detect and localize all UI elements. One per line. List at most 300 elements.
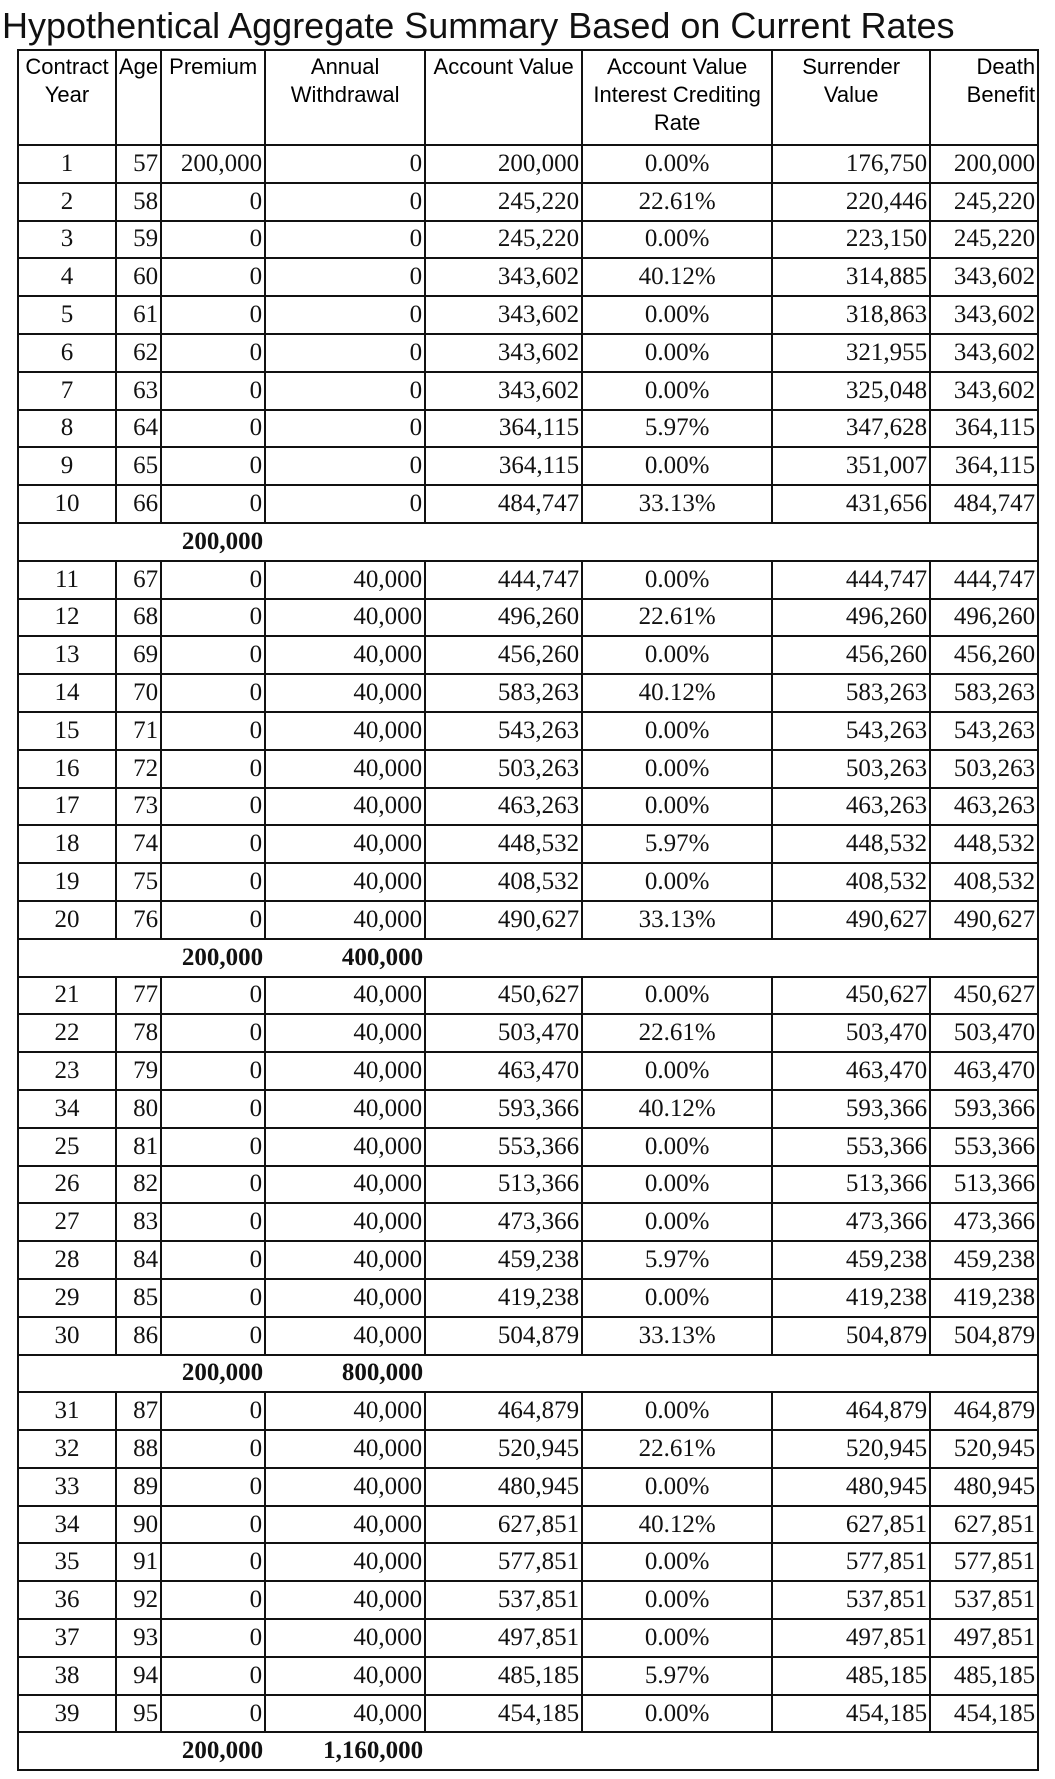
- cell-surrender-value: 176,750: [772, 145, 930, 183]
- cell-crediting-rate: 0.00%: [582, 1543, 772, 1581]
- cell-crediting-rate: 22.61%: [582, 1430, 772, 1468]
- header-interest-crediting-rate: Account Value Interest Crediting Rate: [582, 50, 772, 145]
- subtotal-premium: 200,000: [161, 1732, 265, 1770]
- cell-crediting-rate: 40.12%: [582, 1506, 772, 1544]
- table-row: [18, 1090, 1038, 1128]
- table-row: [18, 1506, 1038, 1544]
- cell-account-value: 343,602: [425, 334, 582, 372]
- cell-premium: 0: [161, 750, 265, 788]
- cell-death-benefit: 448,532: [930, 825, 1038, 863]
- cell-death-benefit: 537,851: [930, 1581, 1038, 1619]
- cell-account-value: 245,220: [425, 183, 582, 221]
- cell-surrender-value: 577,851: [772, 1543, 930, 1581]
- cell-surrender-value: 593,366: [772, 1090, 930, 1128]
- cell-premium: 0: [161, 410, 265, 448]
- cell-crediting-rate: 0.00%: [582, 712, 772, 750]
- cell-account-value: 364,115: [425, 447, 582, 485]
- table-row: [18, 1052, 1038, 1090]
- cell-annual-withdrawal: 0: [265, 221, 425, 259]
- cell-death-benefit: 463,470: [930, 1052, 1038, 1090]
- cell-age: 88: [116, 1430, 161, 1468]
- cell-annual-withdrawal: 40,000: [265, 1166, 425, 1204]
- cell-crediting-rate: 0.00%: [582, 750, 772, 788]
- cell-annual-withdrawal: 40,000: [265, 1392, 425, 1430]
- cell-contract-year: 37: [18, 1619, 116, 1657]
- cell-annual-withdrawal: 0: [265, 334, 425, 372]
- cell-contract-year: 18: [18, 825, 116, 863]
- cell-age: 95: [116, 1695, 161, 1733]
- cell-contract-year: 6: [18, 334, 116, 372]
- cell-annual-withdrawal: 40,000: [265, 1468, 425, 1506]
- cell-age: 66: [116, 485, 161, 523]
- cell-premium: 0: [161, 447, 265, 485]
- cell-age: 63: [116, 372, 161, 410]
- cell-premium: 0: [161, 1279, 265, 1317]
- table-row: [18, 977, 1038, 1015]
- cell-account-value: 343,602: [425, 296, 582, 334]
- cell-contract-year: 31: [18, 1392, 116, 1430]
- cell-crediting-rate: 0.00%: [582, 636, 772, 674]
- cell-crediting-rate: 0.00%: [582, 1468, 772, 1506]
- cell-age: 81: [116, 1128, 161, 1166]
- cell-age: 70: [116, 674, 161, 712]
- cell-account-value: 364,115: [425, 410, 582, 448]
- cell-surrender-value: 485,185: [772, 1657, 930, 1695]
- header-contract-year: Contract Year: [18, 50, 116, 145]
- subtotal-premium: 200,000: [161, 1355, 265, 1393]
- cell-contract-year: 5: [18, 296, 116, 334]
- cell-surrender-value: 318,863: [772, 296, 930, 334]
- table-row: [18, 561, 1038, 599]
- cell-death-benefit: 456,260: [930, 636, 1038, 674]
- cell-death-benefit: 485,185: [930, 1657, 1038, 1695]
- cell-contract-year: 10: [18, 485, 116, 523]
- table-row: [18, 1203, 1038, 1241]
- table-row: [18, 1695, 1038, 1733]
- cell-premium: 0: [161, 1052, 265, 1090]
- cell-premium: 0: [161, 1619, 265, 1657]
- cell-crediting-rate: 22.61%: [582, 599, 772, 637]
- cell-premium: 0: [161, 825, 265, 863]
- cell-age: 93: [116, 1619, 161, 1657]
- cell-crediting-rate: 33.13%: [582, 1317, 772, 1355]
- cell-surrender-value: 408,532: [772, 863, 930, 901]
- cell-death-benefit: 463,263: [930, 788, 1038, 826]
- cell-death-benefit: 200,000: [930, 145, 1038, 183]
- cell-premium: 0: [161, 485, 265, 523]
- cell-premium: 0: [161, 1128, 265, 1166]
- subtotal-empty-cell: [116, 1355, 161, 1393]
- subtotal-empty-cell: [582, 939, 772, 977]
- cell-annual-withdrawal: 0: [265, 258, 425, 296]
- cell-premium: 0: [161, 788, 265, 826]
- subtotal-empty-cell: [18, 523, 116, 561]
- table-row: [18, 901, 1038, 939]
- cell-age: 60: [116, 258, 161, 296]
- subtotal-empty-cell: [930, 939, 1038, 977]
- table-row: [18, 788, 1038, 826]
- cell-surrender-value: 314,885: [772, 258, 930, 296]
- cell-surrender-value: 464,879: [772, 1392, 930, 1430]
- cell-surrender-value: 431,656: [772, 485, 930, 523]
- table-row: [18, 863, 1038, 901]
- cell-death-benefit: 364,115: [930, 447, 1038, 485]
- cell-account-value: 577,851: [425, 1543, 582, 1581]
- cell-account-value: 503,263: [425, 750, 582, 788]
- cell-age: 65: [116, 447, 161, 485]
- cell-account-value: 463,263: [425, 788, 582, 826]
- header-premium: Premium: [161, 50, 265, 145]
- cell-death-benefit: 553,366: [930, 1128, 1038, 1166]
- cell-premium: 0: [161, 674, 265, 712]
- table-row: [18, 485, 1038, 523]
- cell-crediting-rate: 0.00%: [582, 1052, 772, 1090]
- summary-table: [17, 49, 1039, 1771]
- cell-crediting-rate: 0.00%: [582, 1392, 772, 1430]
- cell-contract-year: 33: [18, 1468, 116, 1506]
- table-body: [18, 145, 1038, 1770]
- cell-contract-year: 17: [18, 788, 116, 826]
- cell-annual-withdrawal: 40,000: [265, 1430, 425, 1468]
- cell-account-value: 484,747: [425, 485, 582, 523]
- cell-crediting-rate: 0.00%: [582, 788, 772, 826]
- cell-death-benefit: 364,115: [930, 410, 1038, 448]
- cell-contract-year: 1: [18, 145, 116, 183]
- cell-premium: 0: [161, 296, 265, 334]
- cell-account-value: 450,627: [425, 977, 582, 1015]
- cell-contract-year: 22: [18, 1014, 116, 1052]
- table-row: [18, 447, 1038, 485]
- cell-premium: 0: [161, 1543, 265, 1581]
- cell-crediting-rate: 0.00%: [582, 145, 772, 183]
- cell-death-benefit: 496,260: [930, 599, 1038, 637]
- cell-premium: 0: [161, 1203, 265, 1241]
- cell-contract-year: 38: [18, 1657, 116, 1695]
- cell-premium: 0: [161, 636, 265, 674]
- cell-age: 71: [116, 712, 161, 750]
- cell-annual-withdrawal: 40,000: [265, 788, 425, 826]
- cell-premium: 0: [161, 712, 265, 750]
- table-row: [18, 1619, 1038, 1657]
- table-row: [18, 372, 1038, 410]
- cell-annual-withdrawal: 40,000: [265, 1203, 425, 1241]
- cell-surrender-value: 419,238: [772, 1279, 930, 1317]
- cell-account-value: 464,879: [425, 1392, 582, 1430]
- cell-age: 61: [116, 296, 161, 334]
- cell-age: 84: [116, 1241, 161, 1279]
- cell-surrender-value: 583,263: [772, 674, 930, 712]
- cell-crediting-rate: 0.00%: [582, 561, 772, 599]
- subtotal-empty-cell: [425, 523, 582, 561]
- cell-annual-withdrawal: 40,000: [265, 1581, 425, 1619]
- cell-account-value: 583,263: [425, 674, 582, 712]
- subtotal-empty-cell: [425, 939, 582, 977]
- cell-age: 78: [116, 1014, 161, 1052]
- cell-age: 73: [116, 788, 161, 826]
- cell-contract-year: 15: [18, 712, 116, 750]
- cell-premium: 0: [161, 258, 265, 296]
- table-row: [18, 599, 1038, 637]
- subtotal-empty-cell: [116, 1732, 161, 1770]
- header-age: Age: [116, 50, 161, 145]
- cell-age: 69: [116, 636, 161, 674]
- cell-account-value: 456,260: [425, 636, 582, 674]
- cell-surrender-value: 463,263: [772, 788, 930, 826]
- subtotal-empty-cell: [116, 939, 161, 977]
- cell-crediting-rate: 5.97%: [582, 1657, 772, 1695]
- cell-death-benefit: 504,879: [930, 1317, 1038, 1355]
- cell-surrender-value: 444,747: [772, 561, 930, 599]
- cell-contract-year: 21: [18, 977, 116, 1015]
- cell-account-value: 485,185: [425, 1657, 582, 1695]
- cell-annual-withdrawal: 40,000: [265, 977, 425, 1015]
- cell-surrender-value: 627,851: [772, 1506, 930, 1544]
- cell-crediting-rate: 0.00%: [582, 1203, 772, 1241]
- cell-age: 76: [116, 901, 161, 939]
- cell-crediting-rate: 22.61%: [582, 183, 772, 221]
- subtotal-empty-cell: [582, 1732, 772, 1770]
- cell-crediting-rate: 0.00%: [582, 1581, 772, 1619]
- cell-surrender-value: 220,446: [772, 183, 930, 221]
- header-surrender-value: Surrender Value: [772, 50, 930, 145]
- cell-age: 74: [116, 825, 161, 863]
- cell-account-value: 408,532: [425, 863, 582, 901]
- cell-contract-year: 12: [18, 599, 116, 637]
- subtotal-empty-cell: [772, 523, 930, 561]
- cell-annual-withdrawal: 0: [265, 447, 425, 485]
- table-row: [18, 1128, 1038, 1166]
- cell-premium: 0: [161, 1695, 265, 1733]
- header-account-value: Account Value: [425, 50, 582, 145]
- cell-crediting-rate: 0.00%: [582, 447, 772, 485]
- cell-crediting-rate: 33.13%: [582, 901, 772, 939]
- cell-age: 82: [116, 1166, 161, 1204]
- table-row: [18, 1279, 1038, 1317]
- cell-account-value: 503,470: [425, 1014, 582, 1052]
- cell-premium: 0: [161, 334, 265, 372]
- cell-annual-withdrawal: 0: [265, 372, 425, 410]
- cell-crediting-rate: 0.00%: [582, 863, 772, 901]
- cell-premium: 0: [161, 863, 265, 901]
- table-row: [18, 712, 1038, 750]
- cell-account-value: 543,263: [425, 712, 582, 750]
- cell-contract-year: 13: [18, 636, 116, 674]
- cell-death-benefit: 593,366: [930, 1090, 1038, 1128]
- cell-contract-year: 2: [18, 183, 116, 221]
- subtotal-empty-cell: [425, 1355, 582, 1393]
- cell-contract-year: 3: [18, 221, 116, 259]
- cell-account-value: 513,366: [425, 1166, 582, 1204]
- cell-crediting-rate: 5.97%: [582, 825, 772, 863]
- cell-contract-year: 4: [18, 258, 116, 296]
- cell-account-value: 419,238: [425, 1279, 582, 1317]
- cell-crediting-rate: 0.00%: [582, 1128, 772, 1166]
- cell-age: 57: [116, 145, 161, 183]
- table-row: [18, 825, 1038, 863]
- cell-crediting-rate: 0.00%: [582, 1619, 772, 1657]
- cell-death-benefit: 513,366: [930, 1166, 1038, 1204]
- cell-contract-year: 35: [18, 1543, 116, 1581]
- cell-contract-year: 26: [18, 1166, 116, 1204]
- cell-age: 86: [116, 1317, 161, 1355]
- cell-annual-withdrawal: 40,000: [265, 750, 425, 788]
- cell-annual-withdrawal: 40,000: [265, 636, 425, 674]
- cell-crediting-rate: 5.97%: [582, 410, 772, 448]
- cell-account-value: 627,851: [425, 1506, 582, 1544]
- cell-surrender-value: 553,366: [772, 1128, 930, 1166]
- cell-age: 85: [116, 1279, 161, 1317]
- cell-surrender-value: 513,366: [772, 1166, 930, 1204]
- subtotal-withdrawal: [265, 523, 425, 561]
- table-row: [18, 1468, 1038, 1506]
- subtotal-premium: 200,000: [161, 939, 265, 977]
- cell-account-value: 593,366: [425, 1090, 582, 1128]
- cell-death-benefit: 464,879: [930, 1392, 1038, 1430]
- cell-account-value: 520,945: [425, 1430, 582, 1468]
- subtotal-empty-cell: [18, 939, 116, 977]
- table-row: [18, 410, 1038, 448]
- table-row: [18, 750, 1038, 788]
- cell-surrender-value: 490,627: [772, 901, 930, 939]
- cell-account-value: 448,532: [425, 825, 582, 863]
- cell-death-benefit: 520,945: [930, 1430, 1038, 1468]
- cell-premium: 0: [161, 1468, 265, 1506]
- cell-account-value: 343,602: [425, 258, 582, 296]
- cell-annual-withdrawal: 40,000: [265, 1619, 425, 1657]
- cell-death-benefit: 503,470: [930, 1014, 1038, 1052]
- cell-contract-year: 23: [18, 1052, 116, 1090]
- cell-account-value: 480,945: [425, 1468, 582, 1506]
- cell-age: 92: [116, 1581, 161, 1619]
- cell-annual-withdrawal: 40,000: [265, 1241, 425, 1279]
- cell-account-value: 459,238: [425, 1241, 582, 1279]
- cell-death-benefit: 343,602: [930, 334, 1038, 372]
- cell-crediting-rate: 0.00%: [582, 1695, 772, 1733]
- cell-contract-year: 11: [18, 561, 116, 599]
- header-death-benefit: Death Benefit: [930, 50, 1038, 145]
- cell-annual-withdrawal: 0: [265, 485, 425, 523]
- table-row: [18, 221, 1038, 259]
- subtotal-empty-cell: [930, 1355, 1038, 1393]
- cell-account-value: 245,220: [425, 221, 582, 259]
- cell-surrender-value: 223,150: [772, 221, 930, 259]
- cell-surrender-value: 459,238: [772, 1241, 930, 1279]
- cell-crediting-rate: 0.00%: [582, 1279, 772, 1317]
- cell-surrender-value: 503,470: [772, 1014, 930, 1052]
- table-row: [18, 1430, 1038, 1468]
- cell-annual-withdrawal: 0: [265, 183, 425, 221]
- cell-annual-withdrawal: 40,000: [265, 1657, 425, 1695]
- cell-surrender-value: 321,955: [772, 334, 930, 372]
- cell-account-value: 504,879: [425, 1317, 582, 1355]
- subtotal-withdrawal: 1,160,000: [265, 1732, 425, 1770]
- cell-premium: 0: [161, 1166, 265, 1204]
- cell-surrender-value: 463,470: [772, 1052, 930, 1090]
- cell-crediting-rate: 40.12%: [582, 258, 772, 296]
- cell-age: 64: [116, 410, 161, 448]
- cell-premium: 0: [161, 561, 265, 599]
- cell-account-value: 496,260: [425, 599, 582, 637]
- cell-annual-withdrawal: 40,000: [265, 1506, 425, 1544]
- cell-death-benefit: 480,945: [930, 1468, 1038, 1506]
- header-row: [18, 50, 1038, 145]
- cell-surrender-value: 456,260: [772, 636, 930, 674]
- cell-contract-year: 30: [18, 1317, 116, 1355]
- subtotal-empty-cell: [116, 523, 161, 561]
- cell-premium: 0: [161, 1430, 265, 1468]
- cell-account-value: 454,185: [425, 1695, 582, 1733]
- cell-premium: 0: [161, 599, 265, 637]
- cell-account-value: 343,602: [425, 372, 582, 410]
- cell-age: 75: [116, 863, 161, 901]
- cell-crediting-rate: 5.97%: [582, 1241, 772, 1279]
- cell-surrender-value: 473,366: [772, 1203, 930, 1241]
- cell-annual-withdrawal: 0: [265, 410, 425, 448]
- cell-contract-year: 7: [18, 372, 116, 410]
- table-row: [18, 296, 1038, 334]
- cell-contract-year: 14: [18, 674, 116, 712]
- cell-surrender-value: 480,945: [772, 1468, 930, 1506]
- cell-death-benefit: 419,238: [930, 1279, 1038, 1317]
- cell-annual-withdrawal: 40,000: [265, 1014, 425, 1052]
- cell-surrender-value: 496,260: [772, 599, 930, 637]
- cell-death-benefit: 543,263: [930, 712, 1038, 750]
- cell-crediting-rate: 40.12%: [582, 674, 772, 712]
- cell-death-benefit: 459,238: [930, 1241, 1038, 1279]
- cell-age: 67: [116, 561, 161, 599]
- cell-surrender-value: 543,263: [772, 712, 930, 750]
- subtotal-withdrawal: 400,000: [265, 939, 425, 977]
- cell-contract-year: 20: [18, 901, 116, 939]
- cell-surrender-value: 450,627: [772, 977, 930, 1015]
- cell-annual-withdrawal: 40,000: [265, 1317, 425, 1355]
- cell-crediting-rate: 0.00%: [582, 296, 772, 334]
- cell-premium: 0: [161, 183, 265, 221]
- subtotal-empty-cell: [425, 1732, 582, 1770]
- cell-annual-withdrawal: 40,000: [265, 863, 425, 901]
- cell-premium: 0: [161, 1506, 265, 1544]
- subtotal-empty-cell: [772, 1355, 930, 1393]
- cell-age: 80: [116, 1090, 161, 1128]
- cell-surrender-value: 325,048: [772, 372, 930, 410]
- cell-surrender-value: 497,851: [772, 1619, 930, 1657]
- cell-surrender-value: 503,263: [772, 750, 930, 788]
- cell-age: 58: [116, 183, 161, 221]
- table-row: [18, 258, 1038, 296]
- table-row: [18, 1014, 1038, 1052]
- cell-account-value: 553,366: [425, 1128, 582, 1166]
- cell-death-benefit: 343,602: [930, 258, 1038, 296]
- cell-age: 94: [116, 1657, 161, 1695]
- cell-account-value: 444,747: [425, 561, 582, 599]
- cell-premium: 0: [161, 372, 265, 410]
- cell-premium: 0: [161, 1090, 265, 1128]
- cell-death-benefit: 583,263: [930, 674, 1038, 712]
- table-row: [18, 1166, 1038, 1204]
- subtotal-empty-cell: [772, 1732, 930, 1770]
- subtotal-empty-cell: [930, 523, 1038, 561]
- table-row: [18, 1241, 1038, 1279]
- cell-account-value: 200,000: [425, 145, 582, 183]
- cell-annual-withdrawal: 40,000: [265, 1279, 425, 1317]
- cell-premium: 0: [161, 1581, 265, 1619]
- cell-age: 62: [116, 334, 161, 372]
- cell-crediting-rate: 0.00%: [582, 334, 772, 372]
- cell-death-benefit: 444,747: [930, 561, 1038, 599]
- cell-crediting-rate: 0.00%: [582, 977, 772, 1015]
- cell-contract-year: 16: [18, 750, 116, 788]
- subtotal-empty-cell: [582, 523, 772, 561]
